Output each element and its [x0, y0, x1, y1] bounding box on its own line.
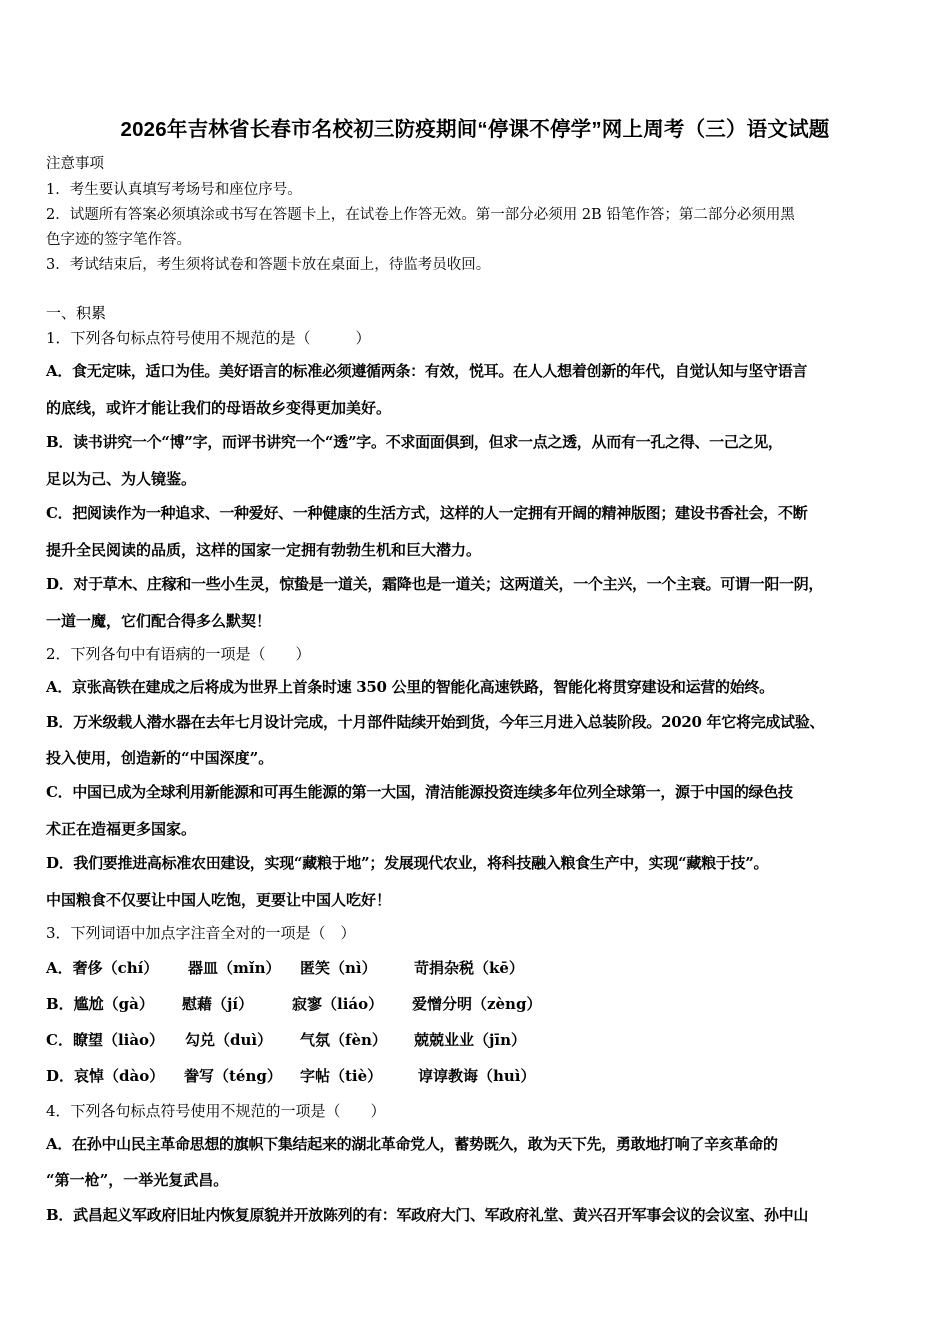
q1-option-a: A．食无定味，适口为佳。美好语言的标准必须遵循两条：有效，悦耳。在人人想着创新的年代，自觉认知与坚守语言	[46, 362, 808, 380]
q4-option-b: B．武昌起义军政府旧址内恢复原貌并开放陈列的有：军政府大门、军政府礼堂、黄兴召开军事会议的会议室、孙中山	[46, 1206, 809, 1224]
notice-item: 1．考生要认真填写考场号和座位序号。	[46, 182, 302, 198]
section-heading: 一、积累	[46, 304, 107, 322]
q3-word: A．奢侈（chí）	[46, 959, 159, 977]
q1-option-c-cont: 提升全民阅读的品质，这样的国家一定拥有勃勃生机和巨大潜力。	[46, 541, 482, 559]
q3-word: 苛捐杂税（kē）	[414, 959, 524, 977]
q1-option-a-cont: 的底线，或许才能让我们的母语故乡变得更加美好。	[46, 399, 392, 417]
q2-option-d-cont: 中国粮食不仅要让中国人吃饱，更要让中国人吃好！	[46, 891, 392, 909]
q2-option-c-cont: 术正在造福更多国家。	[46, 820, 197, 838]
q2-option-d: D．我们要推进高标准农田建设，实现“藏粮于地”；发展现代农业，将科技融入粮食生产中，实现“藏粮于技”。	[46, 854, 769, 872]
q1-option-b: B．读书讲究一个“博”字，而评书讲究一个“透”字。不求面面俱到，但求一点之透，从而有一孔之得、一己之见，	[46, 433, 783, 451]
q3-word: 勾兑（duì）	[185, 1031, 273, 1049]
q2-option-b: B．万米级载人潜水器在去年七月设计完成，十月部件陆续开始到货，今年三月进入总装阶段。2020 年它将完成试验、	[46, 713, 825, 731]
notice-item: 色字迹的签字笔作答。	[46, 232, 191, 248]
question-3-stem: 3．下列词语中加点字注音全对的一项是（ ）	[46, 924, 356, 942]
q2-option-a: A．京张高铁在建成之后将成为世界上首条时速 350 公里的智能化高速铁路，智能化将贯穿建设和运营的始终。	[46, 678, 774, 696]
q1-option-b-cont: 足以为己、为人镜鉴。	[46, 470, 197, 488]
q3-word: B．尴尬（gà）	[46, 995, 154, 1013]
question-4-stem: 4．下列各句标点符号使用不规范的一项是（ ）	[46, 1102, 386, 1120]
q3-word: 爱憎分明（zèng）	[412, 995, 542, 1013]
q4-option-a: A．在孙中山民主革命思想的旗帜下集结起来的湖北革命党人，蓄势既久，敢为天下先，勇敢地打响了辛亥革命的	[46, 1135, 778, 1153]
question-1-stem: 1．下列各句标点符号使用不规范的是（ ）	[46, 329, 371, 347]
page-title: 2026年吉林省长春市名校初三防疫期间“停课不停学”网上周考（三）语文试题	[120, 118, 830, 141]
question-2-stem: 2．下列各句中有语病的一项是（ ）	[46, 645, 311, 663]
q3-word: 誊写（téng）	[184, 1067, 282, 1085]
q3-word: 字帖（tiè）	[300, 1067, 383, 1085]
q3-word: D．哀悼（dào）	[46, 1067, 165, 1085]
q1-option-c: C．把阅读作为一种追求、一种爱好、一种健康的生活方式，这样的人一定拥有开阔的精神版图；建设书香社会，不断	[46, 504, 808, 522]
q2-option-b-cont: 投入使用，创造新的“中国深度”。	[46, 749, 274, 767]
notice-item: 2．试题所有答案必须填涂或书写在答题卡上，在试卷上作答无效。第一部分必须用 2B 铅笔作答；第二部分必须用黑	[46, 207, 795, 223]
q1-option-d: D．对于草木、庄稼和一些小生灵，惊蛰是一道关，霜降也是一道关；这两道关，一个主兴，一个主衰。可谓一阳一阴，	[46, 575, 824, 593]
q3-word: 匿笑（nì）	[300, 959, 377, 977]
q3-word: 兢兢业业（jīn）	[414, 1031, 527, 1049]
q3-word: 气氛（fèn）	[300, 1031, 387, 1049]
q1-option-d-cont: 一道一魔，它们配合得多么默契！	[46, 612, 272, 630]
q3-word: 慰藉（jí）	[182, 995, 254, 1013]
q2-option-c: C．中国已成为全球利用新能源和可再生能源的第一大国，清洁能源投资连续多年位列全球第一，源于中国的绿色技	[46, 783, 793, 801]
q3-word: 寂寥（liáo）	[292, 995, 384, 1013]
q3-word: C．瞭望（liào）	[46, 1031, 165, 1049]
q4-option-a-cont: “第一枪”，一举光复武昌。	[46, 1171, 229, 1189]
q3-word: 器皿（mǐn）	[188, 959, 281, 977]
notice-heading: 注意事项	[46, 156, 104, 172]
q3-word: 谆谆教诲（huì）	[418, 1067, 536, 1085]
notice-item: 3．考试结束后，考生须将试卷和答题卡放在桌面上，待监考员收回。	[46, 257, 491, 273]
